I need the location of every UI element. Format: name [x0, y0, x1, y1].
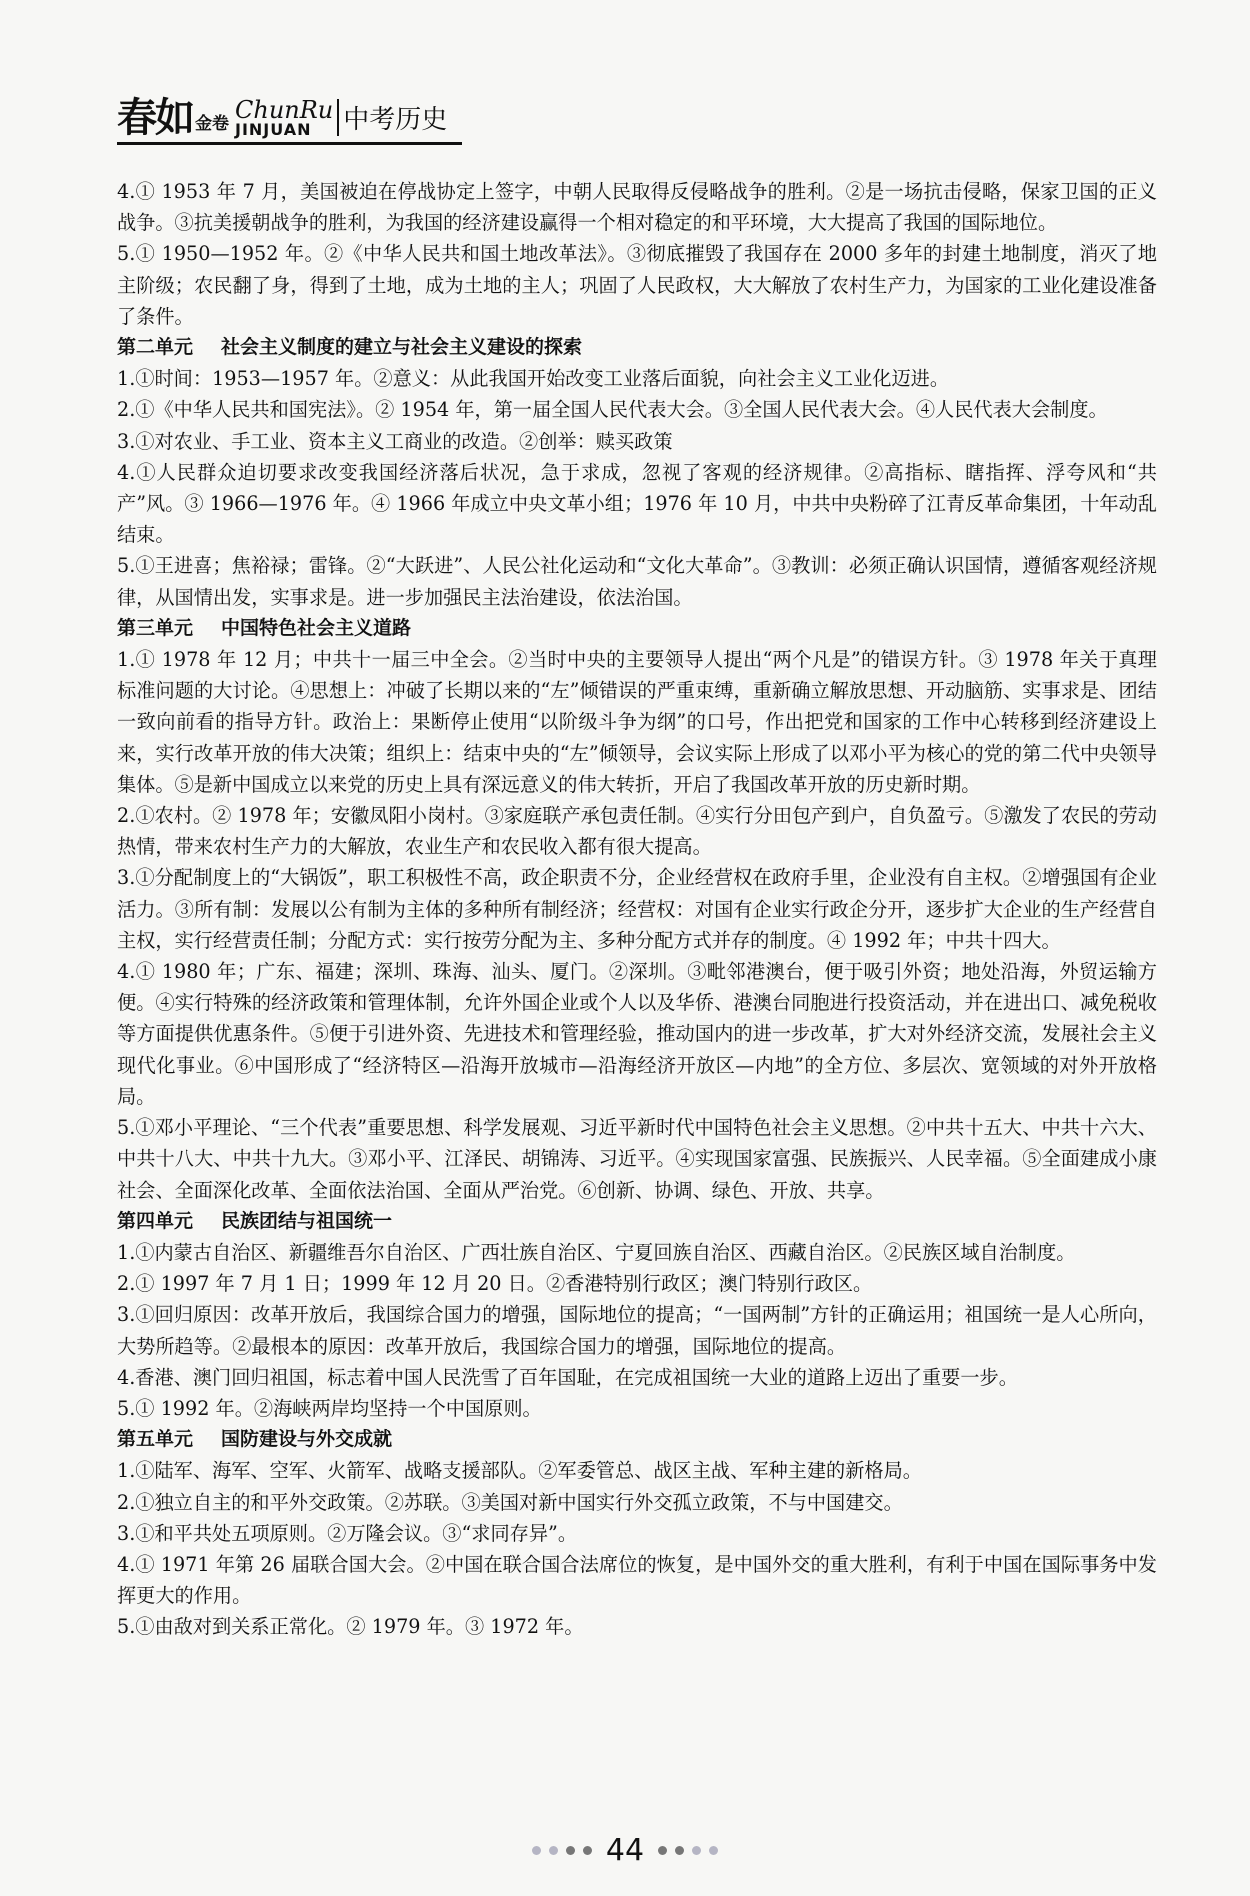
header-divider [117, 142, 462, 145]
answer-item: 4.① 1953 年 7 月，美国被迫在停战协定上签字，中朝人民取得反侵略战争的胜利。②是一场抗击侵略，保家卫国的正义战争。③抗美援朝战争的胜利，为我国的经济建设赢得一个相对稳定的和平环境，大大提高了我国的国际地位。 [117, 180, 1157, 235]
answer-item: 2.①《中华人民共和国宪法》。② 1954 年，第一届全国人民代表大会。③全国人民代表大会。④人民代表大会制度。 [117, 398, 1108, 422]
answer-item: 5.① 1950—1952 年。②《中华人民共和国土地改革法》。③彻底摧毁了我国存在 2000 多年的封建土地制度，消灭了地主阶级；农民翻了身，得到了土地，成为土地的主人；巩固了人民政权，大大解放了农村生产力，为国家的工业化建设准备了条件。 [117, 242, 1157, 328]
answer-item: 5.①由敌对到关系正常化。② 1979 年。③ 1972 年。 [117, 1615, 584, 1639]
logo-jinjuan: 金卷 [195, 114, 229, 134]
brand-name-en-2: JINJUAN [235, 120, 312, 139]
answer-item: 3.①分配制度上的“大锅饭”，职工积极性不高，政企职责不分，企业经营权在政府手里，企业没有自主权。②增强国有企业活力。③所有制：发展以公有制为主体的多种所有制经济；经营权：对国有企业实行政企分开，逐步扩大企业的生产经营自主权，实行经营责任制；分配方式：实行按劳分配为主、多种分配方式并存的制度。④ 1992 年；中共十四大。 [117, 866, 1157, 952]
answer-item: 5.①王进喜；焦裕禄；雷锋。②“大跃进”、人民公社化运动和“文化大革命”。③教训：必须正确认识国情，遵循客观经济规律，从国情出发，实事求是。进一步加强民主法治建设，依法治国。 [117, 554, 1157, 609]
logo-calligraphy: 春如 [117, 94, 193, 141]
footer-dot [549, 1846, 558, 1855]
unit-title: 社会主义制度的建立与社会主义建设的探索 [221, 336, 583, 359]
answer-item: 1.①陆军、海军、空军、火箭军、战略支援部队。②军委管总、战区主战、军种主建的新格局。 [117, 1459, 922, 1483]
answer-item: 3.①对农业、手工业、资本主义工商业的改造。②创举：赎买政策 [117, 429, 673, 453]
subject-title: 中考历史 [337, 99, 447, 136]
answer-item: 1.① 1978 年 12 月；中共十一届三中全会。②当时中央的主要领导人提出“两个凡是”的错误方针。③ 1978 年关于真理标准问题的大讨论。④思想上：冲破了长期以来的“左”倾错误的严重束缚，重新确立解放思想、开动脑筋、实事求是、团结一致向前看的指导方针。政治上：果断停止使用“以阶级斗争为纲”的口号，作出把党和国家的工作中心转移到经济建设上来，实行改革开放的伟大决策；组织上：结束中央的“左”倾领导，会议实际上形成了以邓小平为核心的党的第二代中央领导集体。⑤是新中国成立以来党的历史上具有深远意义的伟大转折，开启了我国改革开放的历史新时期。 [117, 648, 1157, 796]
unit-heading [117, 1206, 1157, 1237]
answer-item: 2.① 1997 年 7 月 1 日；1999 年 12 月 20 日。②香港特别行政区；澳门特别行政区。 [117, 1272, 873, 1296]
answer-item: 2.①农村。② 1978 年；安徽凤阳小岗村。③家庭联产承包责任制。④实行分田包产到户，自负盈亏。⑤激发了农民的劳动热情，带来农村生产力的大解放，农业生产和农民收入都有很大提高。 [117, 804, 1157, 859]
answer-item: 1.①时间：1953—1957 年。②意义：从此我国开始改变工业落后面貌，向社会主义工业化迈进。 [117, 367, 950, 391]
answer-item: 4.①人民群众迫切要求改变我国经济落后状况，急于求成，忽视了客观的经济规律。②高指标、瞎指挥、浮夸风和“共产”风。③ 1966—1976 年。④ 1966 年成立中央文革小组；1976 年 10 月，中共中央粉碎了江青反革命集团，十年动乱结束。 [117, 460, 1157, 547]
footer-dot [692, 1846, 701, 1855]
unit-heading [117, 613, 1157, 644]
unit-label: 第四单元 [117, 1209, 194, 1232]
page-number: 44 [605, 1832, 645, 1868]
footer-dot [709, 1846, 718, 1855]
footer-dot [532, 1846, 541, 1855]
unit-label: 第五单元 [117, 1428, 194, 1451]
unit-label: 第二单元 [117, 336, 194, 359]
answer-item: 4.① 1971 年第 26 届联合国大会。②中国在联合国合法席位的恢复，是中国外交的重大胜利，有利于中国在国际事务中发挥更大的作用。 [117, 1552, 1157, 1608]
brand-name-en-1: ChunRu [235, 96, 334, 124]
unit-heading [117, 332, 1157, 363]
answer-item: 5.①邓小平理论、“三个代表”重要思想、科学发展观、习近平新时代中国特色社会主义思想。②中共十五大、中共十六大、中共十八大、中共十九大。③邓小平、江泽民、胡锦涛、习近平。④实现国家富强、民族振兴、人民幸福。⑤全面建成小康社会、全面深化改革、全面依法治国、全面从严治党。⑥创新、协调、绿色、开放、共享。 [117, 1116, 1157, 1202]
answer-content [117, 176, 1157, 1643]
answer-item: 3.①和平共处五项原则。②万隆会议。③“求同存异”。 [117, 1521, 578, 1545]
unit-heading [117, 1424, 1157, 1455]
unit-title: 国防建设与外交成就 [221, 1428, 393, 1451]
answer-item: 2.①独立自主的和平外交政策。②苏联。③美国对新中国实行外交孤立政策，不与中国建交。 [117, 1490, 903, 1514]
answer-item: 5.① 1992 年。②海峡两岸均坚持一个中国原则。 [117, 1396, 542, 1420]
page-header [117, 86, 448, 141]
brand-name [235, 98, 333, 138]
footer-dot [583, 1846, 592, 1855]
answer-item: 3.①回归原因：改革开放后，我国综合国力的增强，国际地位的提高；“一国两制”方针的正确运用；祖国统一是人心所向，大势所趋等。②最根本的原因：改革开放后，我国综合国力的增强，国际地位的提高。 [117, 1303, 1157, 1358]
footer-dot [566, 1846, 575, 1855]
answer-item: 4.香港、澳门回归祖国，标志着中国人民洗雪了百年国耻，在完成祖国统一大业的道路上迈出了重要一步。 [117, 1365, 1018, 1389]
footer-dot [675, 1846, 684, 1855]
footer-dot [658, 1846, 667, 1855]
unit-title: 民族团结与祖国统一 [221, 1209, 393, 1232]
answer-item: 4.① 1980 年；广东、福建；深圳、珠海、汕头、厦门。②深圳。③毗邻港澳台，便于吸引外资；地处沿海，外贸运输方便。④实行特殊的经济政策和管理体制，允许外国企业或个人以及华侨、港澳台同胞进行投资活动，并在进出口、减免税收等方面提供优惠条件。⑤便于引进外资、先进技术和管理经验，推动国内的进一步改革，扩大对外经济交流，发展社会主义现代化事业。⑥中国形成了“经济特区—沿海开放城市—沿海经济开放区—内地”的全方位、多层次、宽领域的对外开放格局。 [117, 960, 1157, 1108]
unit-label: 第三单元 [117, 616, 194, 639]
unit-title: 中国特色社会主义道路 [221, 616, 412, 639]
answer-item: 1.①内蒙古自治区、新疆维吾尔自治区、广西壮族自治区、宁夏回族自治区、西藏自治区。②民族区域自治制度。 [117, 1240, 1076, 1264]
page-footer [0, 1830, 1250, 1870]
